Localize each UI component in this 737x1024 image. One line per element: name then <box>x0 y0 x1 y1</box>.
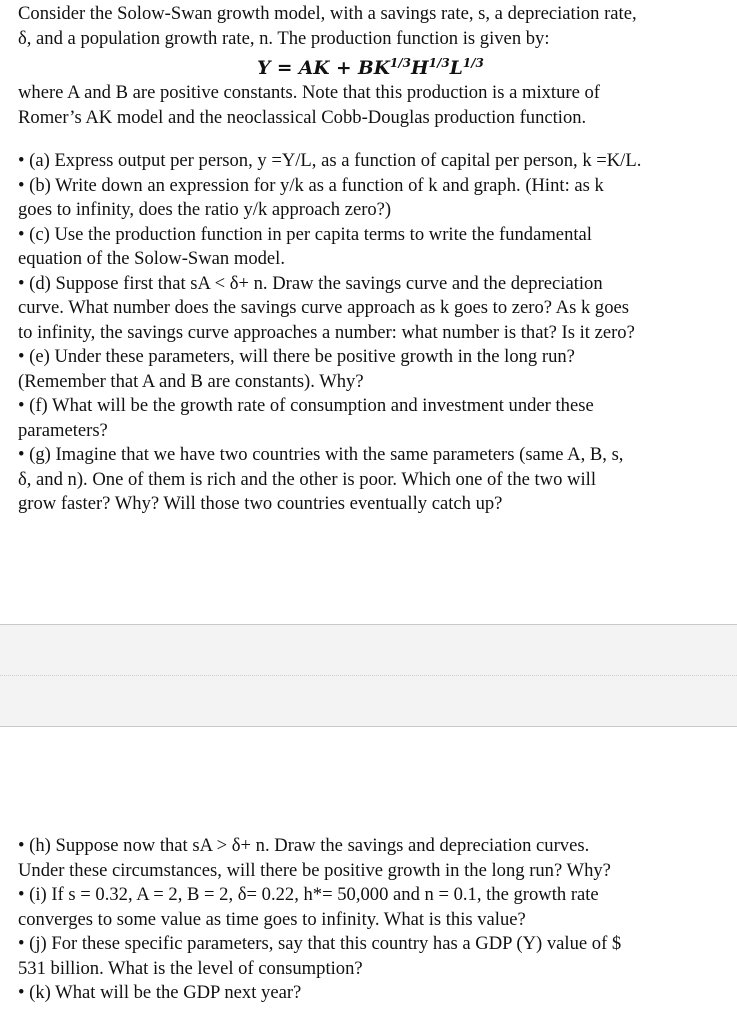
question-g <box>18 443 723 517</box>
question-b <box>18 174 723 223</box>
intro-line-4: Romer’s AK model and the neoclassical Cobb-Douglas production function. <box>18 106 587 128</box>
question-line: grow faster? Why? Will those two countries eventually catch up? <box>18 493 503 514</box>
question-line: • (a) Express output per person, y =Y/L, as a function of capital per person, k =K/L. <box>18 150 642 171</box>
question-line: goes to infinity, does the ratio y/k approach zero?) <box>18 199 392 220</box>
formula-l: L <box>449 58 463 79</box>
question-line: (Remember that A and B are constants). Why? <box>18 370 364 392</box>
intro-line-1: Consider the Solow-Swan growth model, with a savings rate, s, a depreciation rate, <box>18 3 637 24</box>
question-line: curve. What number does the savings curve approach as k goes to zero? As k goes <box>18 297 629 318</box>
formula-exponent-h: 1/3 <box>428 56 450 70</box>
questions-part-2 <box>18 834 723 1006</box>
question-f <box>18 394 723 443</box>
question-a <box>18 149 723 174</box>
question-h-line-2: Under these circumstances, will there be positive growth in the long run? Why? <box>18 859 611 881</box>
production-function-formula <box>18 51 723 81</box>
question-e <box>18 345 723 394</box>
question-i-line-1: • (i) If s = 0.32, A = 2, B = 2, δ= 0.22, h*= 50,000 and n = 0.1, the growth rate <box>18 884 599 905</box>
question-line: δ, and n). One of them is rich and the other is poor. Which one of the two will <box>18 468 596 490</box>
formula-main: Y = AK + BK <box>257 58 390 79</box>
intro-line-3: where A and B are positive constants. Note that this production is a mixture of <box>18 82 600 103</box>
page-break-divider <box>0 675 737 676</box>
formula-exponent-k: 1/3 <box>389 56 412 70</box>
question-line: • (f) What will be the growth rate of consumption and investment under these <box>18 395 594 416</box>
question-h-line-1: • (h) Suppose now that sA > δ+ n. Draw the savings and depreciation curves. <box>18 835 590 856</box>
question-c <box>18 223 723 272</box>
intro-section <box>18 2 723 130</box>
question-line: parameters? <box>18 419 108 441</box>
question-line: • (g) Imagine that we have two countries with the same parameters (same A, B, s, <box>18 444 624 465</box>
page-break-band <box>0 624 737 727</box>
intro-line-2: δ, and a population growth rate, n. The production function is given by: <box>18 27 550 49</box>
question-j-line-1: • (j) For these specific parameters, say that this country has a GDP (Y) value of $ <box>18 933 622 954</box>
question-line: • (e) Under these parameters, will there be positive growth in the long run? <box>18 346 575 367</box>
questions-part-1 <box>18 149 723 517</box>
question-line: • (d) Suppose first that sA < δ+ n. Draw the savings curve and the depreciation <box>18 272 603 294</box>
question-line: to infinity, the savings curve approaches a number: what number is that? Is it zero? <box>18 321 635 343</box>
question-i-line-2: converges to some value as time goes to infinity. What is this value? <box>18 908 526 930</box>
question-line: equation of the Solow-Swan model. <box>18 248 285 269</box>
question-d <box>18 272 723 346</box>
formula-h: H <box>411 58 429 79</box>
formula-exponent-l: 1/3 <box>462 56 484 70</box>
question-k-line-1: • (k) What will be the GDP next year? <box>18 982 302 1003</box>
question-j-line-2: 531 billion. What is the level of consumption? <box>18 957 363 979</box>
question-line: • (c) Use the production function in per capita terms to write the fundamental <box>18 223 592 245</box>
question-line: • (b) Write down an expression for y/k as a function of k and graph. (Hint: as k <box>18 174 604 196</box>
